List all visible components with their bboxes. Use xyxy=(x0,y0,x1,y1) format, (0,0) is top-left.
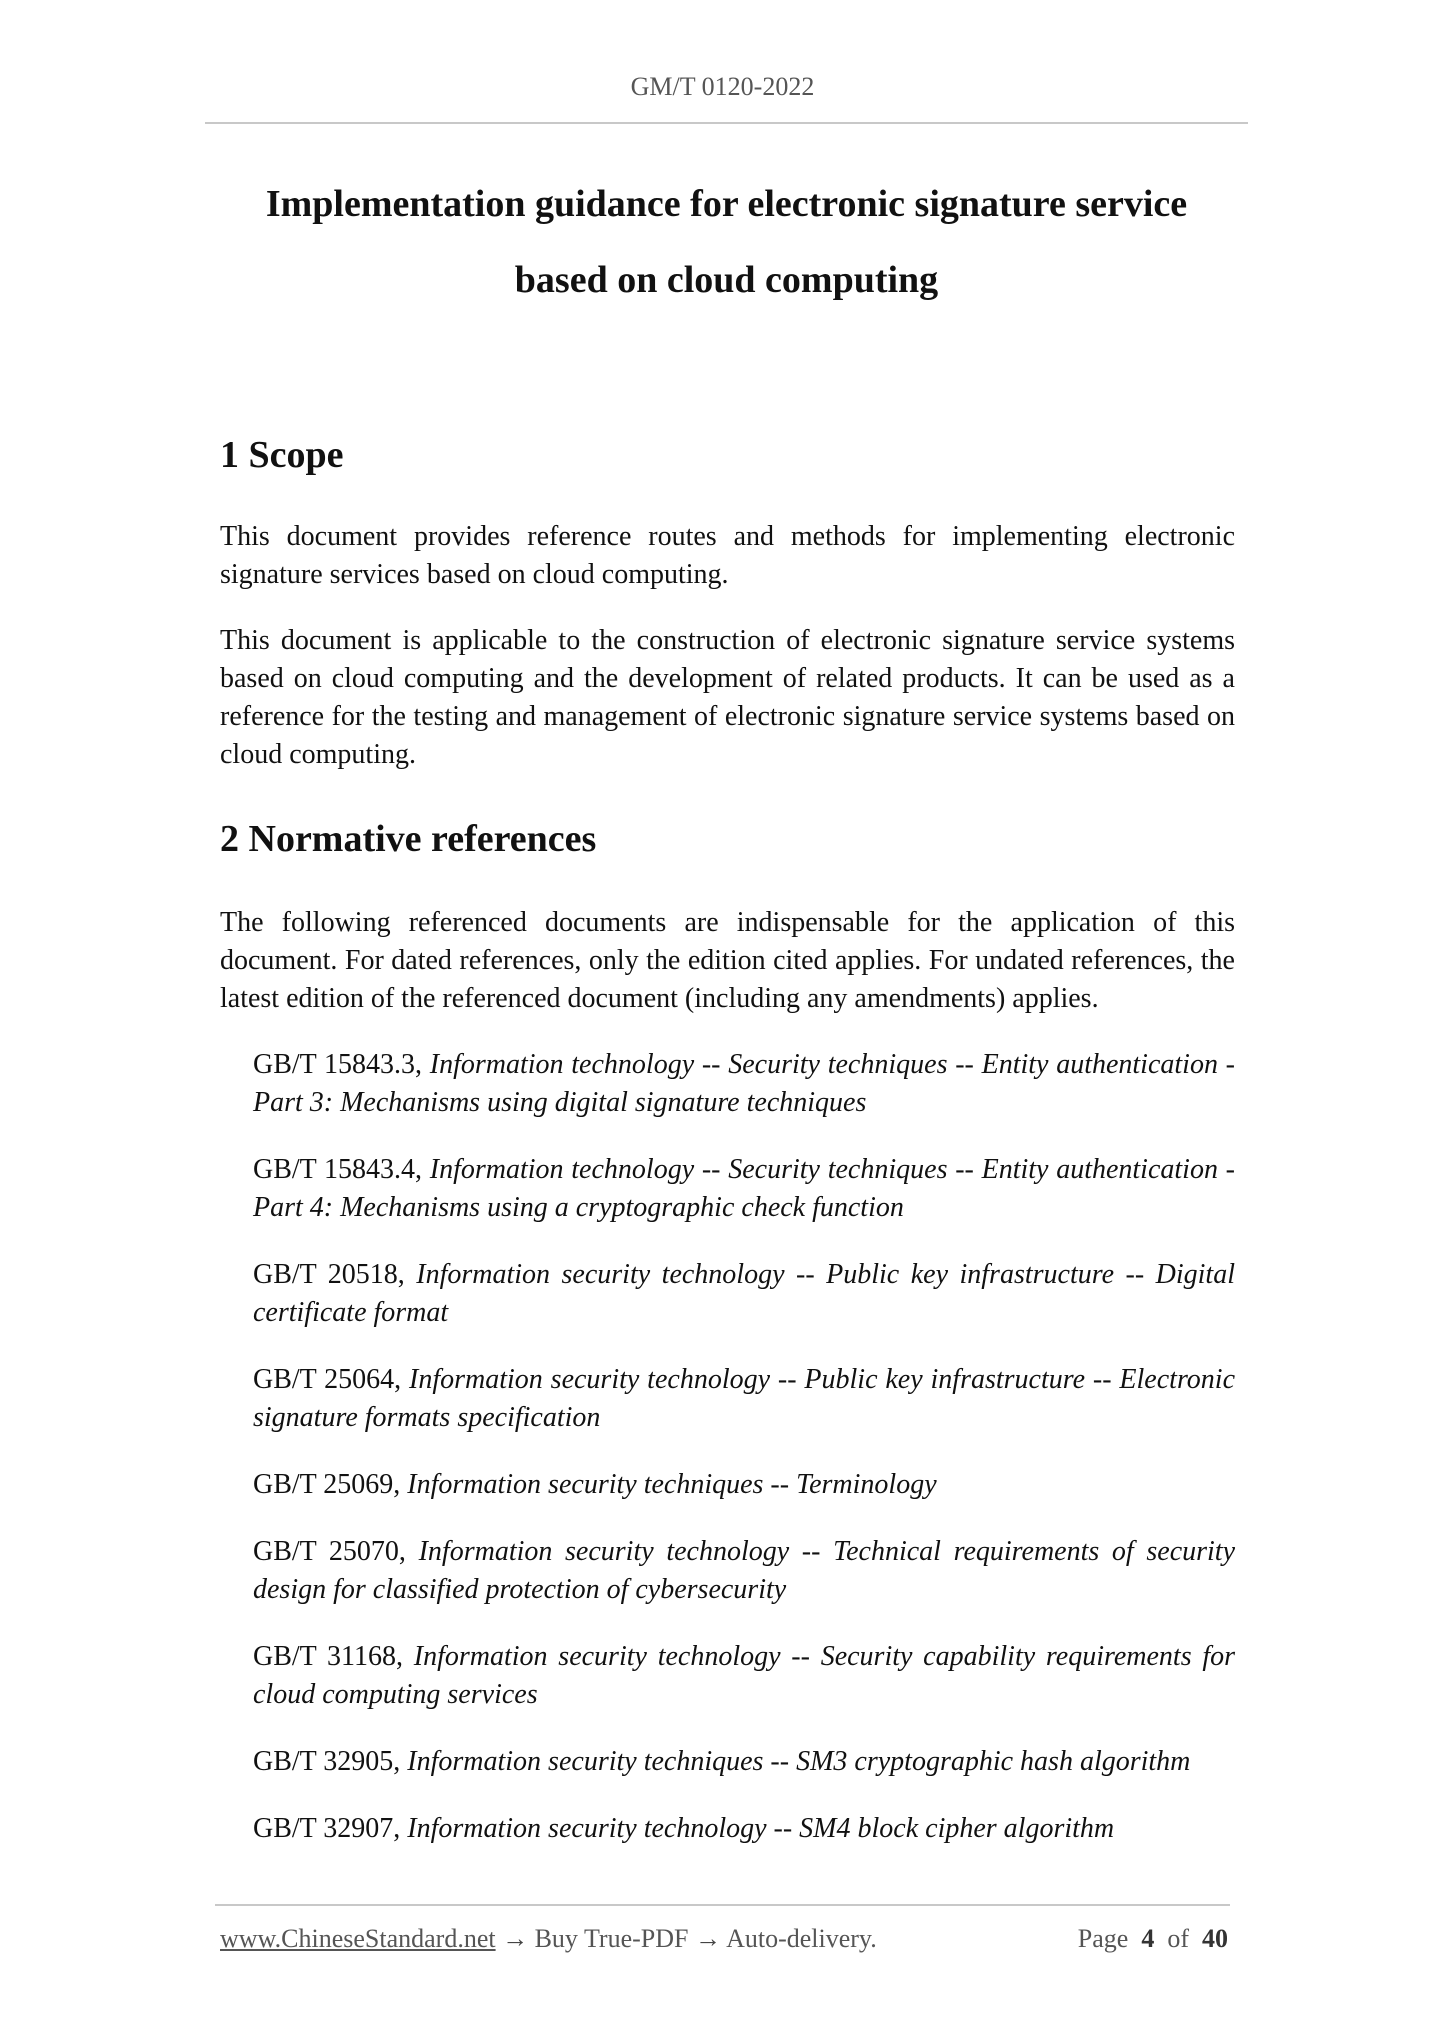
title-line-1: Implementation guidance for electronic signature service xyxy=(265,183,1188,225)
reference-item xyxy=(220,1533,1235,1609)
reference-title: Information technology -- Security techniques -- Entity authentication - Part 3: Mechanisms using digital signature techniques xyxy=(253,1049,1236,1118)
reference-item xyxy=(220,1151,1235,1227)
arrow-right-icon: → xyxy=(695,1924,721,1953)
reference-title: Information security technology -- SM4 block cipher algorithm xyxy=(407,1813,1115,1844)
reference-item xyxy=(220,1743,1235,1781)
arrow-right-icon: → xyxy=(502,1924,529,1953)
reference-code: GB/T 32907, xyxy=(253,1813,401,1844)
buy-true-pdf-text: Buy True-PDF xyxy=(534,1924,689,1953)
reference-title: Information security techniques -- SM3 cryptographic hash algorithm xyxy=(407,1746,1191,1777)
page-indicator xyxy=(1078,1924,1228,1954)
reference-title: Information security technology -- Public key infrastructure -- Digital certificate format xyxy=(253,1259,1235,1328)
reference-code: GB/T 25069, xyxy=(253,1469,401,1500)
auto-delivery-text: Auto-delivery. xyxy=(726,1924,877,1953)
reference-code: GB/T 15843.3, xyxy=(253,1049,423,1080)
reference-title: Information security technology -- Public key infrastructure -- Electronic signature formats specification xyxy=(253,1364,1236,1433)
reference-code: GB/T 15843.4, xyxy=(253,1154,423,1185)
current-page-number: 4 xyxy=(1141,1924,1155,1953)
title-line-2: based on cloud computing xyxy=(514,259,939,301)
section-heading-scope: 1 Scope xyxy=(220,434,344,476)
reference-title: Information technology -- Security techniques -- Entity authentication - Part 4: Mechanisms using a cryptographic check function xyxy=(253,1154,1236,1223)
reference-code: GB/T 32905, xyxy=(253,1746,401,1777)
footer-divider xyxy=(215,1904,1230,1906)
reference-code: GB/T 31168, xyxy=(253,1641,403,1672)
scope-paragraph-2: This document is applicable to the construction of electronic signature service systems based on cloud computing and the development of related products. It can be used as a reference for the testing and management of electronic signature service systems based on cloud computing. xyxy=(220,625,1235,770)
reference-title: Information security technology -- Security capability requirements for cloud computing services xyxy=(253,1641,1236,1710)
page-label: Page xyxy=(1077,1924,1129,1953)
section-heading-normative-references: 2 Normative references xyxy=(220,818,597,860)
document-code-header: GM/T 0120-2022 xyxy=(630,72,815,101)
reference-code: GB/T 20518, xyxy=(253,1259,405,1290)
normative-intro-paragraph: The following referenced documents are indispensable for the application of this document. For dated references, only the edition cited applies. For undated references, the latest edition of the referenced document (including any amendments) applies. xyxy=(220,907,1235,1014)
reference-list xyxy=(220,1046,1235,1848)
reference-item xyxy=(220,1361,1235,1437)
footer-promo xyxy=(220,1924,877,1954)
page-footer xyxy=(220,1924,1228,1954)
page-of-label: of xyxy=(1167,1924,1189,1953)
scope-paragraph-1: This document provides reference routes and methods for implementing electronic signature services based on cloud computing. xyxy=(220,521,1235,590)
document-body xyxy=(220,420,1235,1877)
reference-item xyxy=(220,1046,1235,1122)
total-page-number: 40 xyxy=(1202,1924,1228,1953)
reference-item xyxy=(220,1466,1235,1504)
reference-code: GB/T 25064, xyxy=(253,1364,402,1395)
reference-item xyxy=(220,1256,1235,1332)
reference-title: Information security techniques -- Terminology xyxy=(407,1469,937,1500)
reference-code: GB/T 25070, xyxy=(253,1536,406,1567)
reference-item xyxy=(220,1638,1235,1714)
header-divider xyxy=(205,122,1248,124)
document-title xyxy=(205,166,1248,318)
reference-item xyxy=(220,1810,1235,1848)
reference-title: Information security technology -- Technical requirements of security design for classified protection of cybersecurity xyxy=(253,1536,1235,1605)
website-link[interactable]: www.ChineseStandard.net xyxy=(220,1924,496,1953)
